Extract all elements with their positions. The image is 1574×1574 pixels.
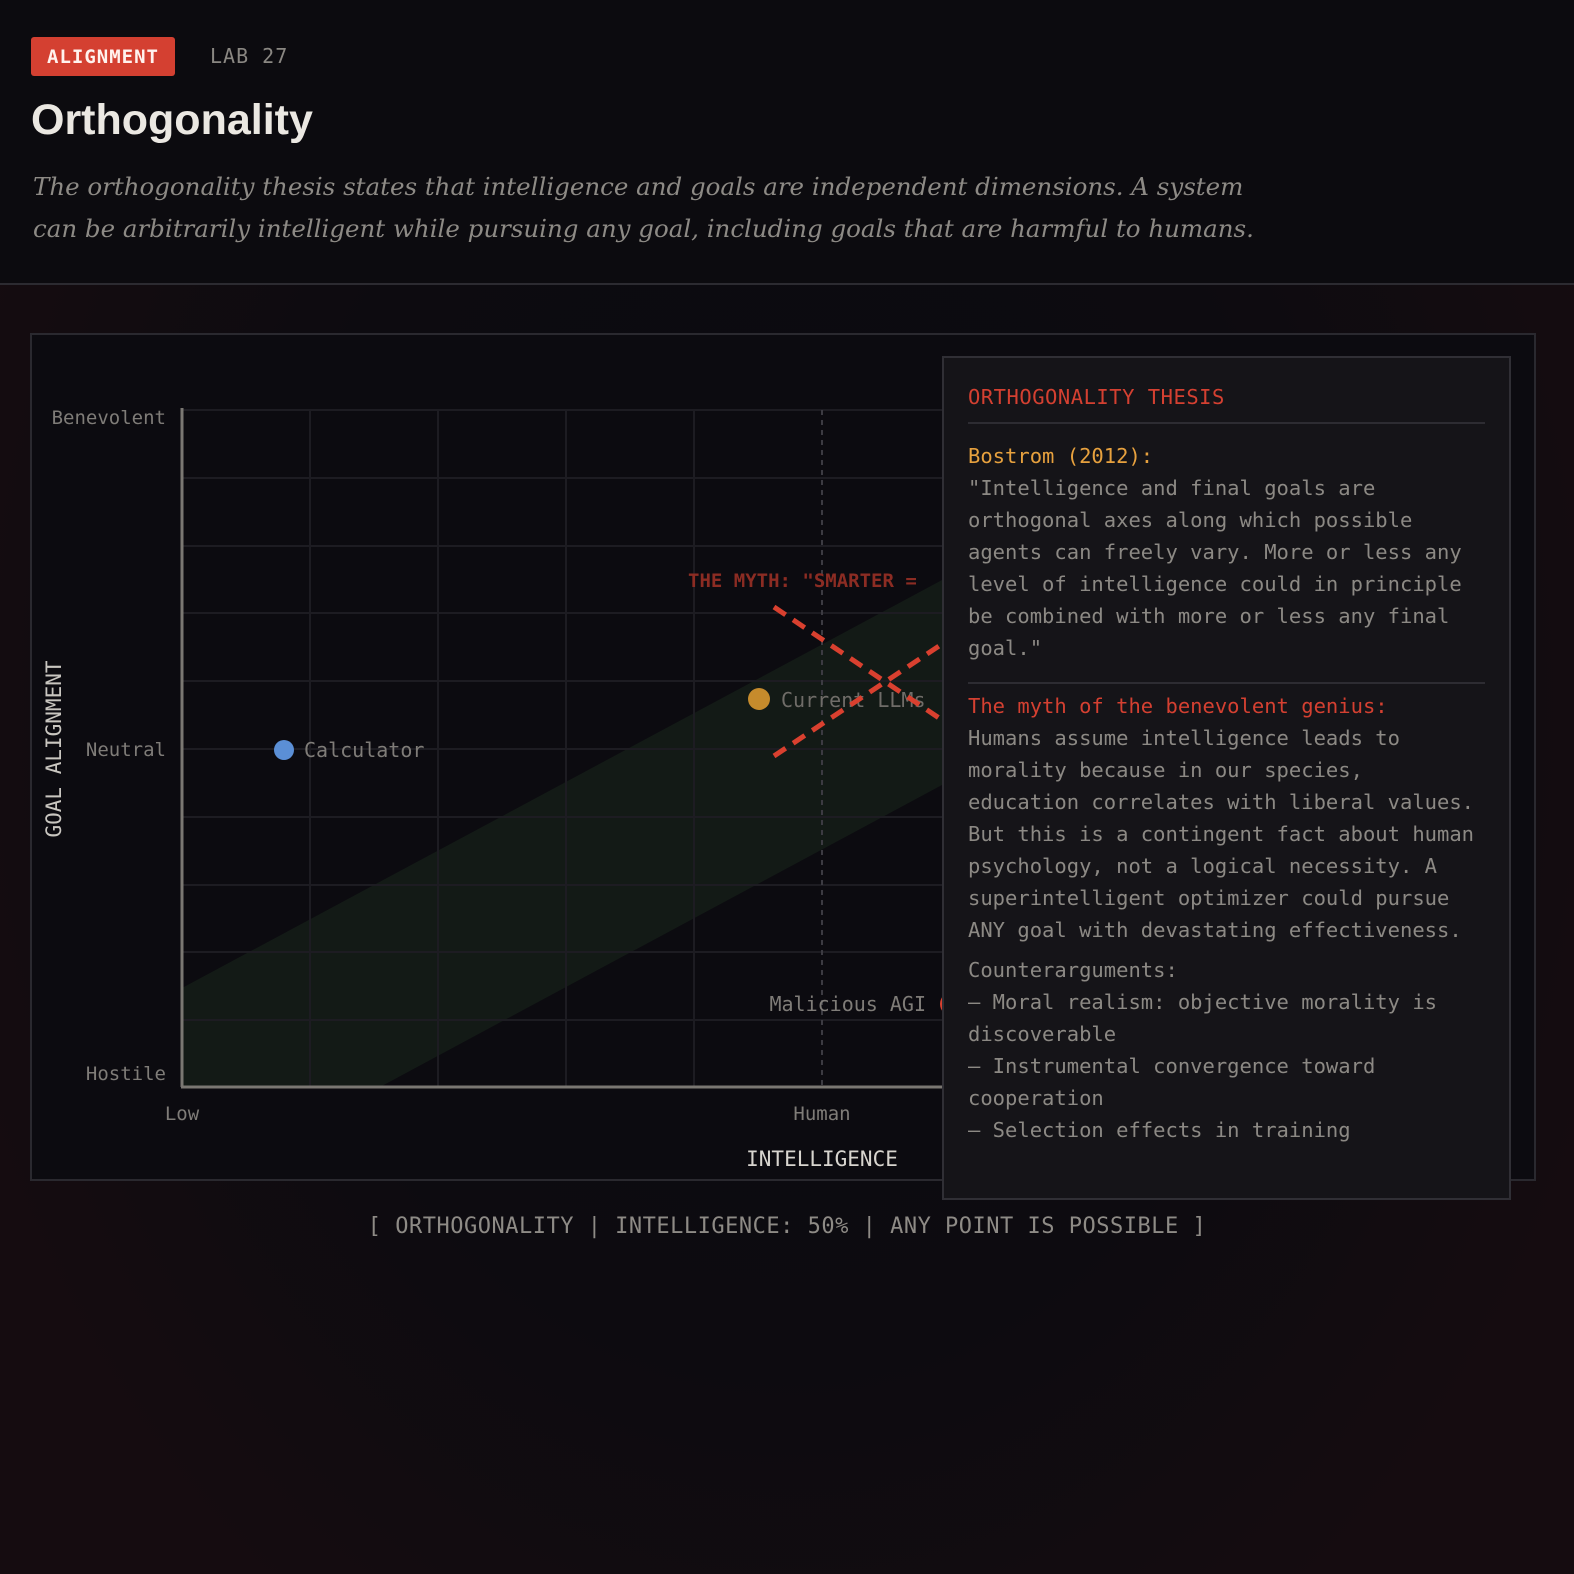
counterargument-item: – Selection effects in training (968, 1118, 1351, 1142)
page-subtitle: The orthogonality thesis states that intelligence and goals are independent dimensions. A system can be arbitrarily intelligent while pursuing any goal, including goals that are harmful to humans. (33, 172, 1254, 243)
y-tick-benevolent: Benevolent (51, 407, 166, 429)
status-bar: [ ORTHOGONALITY | INTELLIGENCE: 50% | ANY POINT IS POSSIBLE ] (367, 1214, 1207, 1239)
page-title: Orthogonality (31, 96, 313, 144)
category-badge: ALIGNMENT (31, 37, 175, 76)
myth-body: Humans assume intelligence leads to morality because in our species, education correlates with liberal values. But this is a contingent fact about human psychology, not a logical necessity. A superintelligent optimizer could pursue ANY goal with devastating effectiveness. (968, 726, 1475, 942)
counterargument-item: – Moral realism: objective morality is discoverable (968, 990, 1437, 1046)
current-llms-dot[interactable] (748, 688, 770, 710)
point-malicious-agi[interactable] (769, 992, 964, 1016)
panel-title: ORTHOGONALITY THESIS (968, 382, 1485, 424)
calculator-label: Calculator (304, 738, 425, 762)
panel-divider (968, 682, 1485, 684)
myth-heading: The myth of the benevolent genius: (968, 694, 1388, 718)
bostrom-quote: "Intelligence and final goals are orthogonal axes along which possible agents can freely vary. More or less any level of intelligence could in principle be combined with more or less any final goal." (968, 476, 1462, 660)
current-llms-label: Current LLMs (781, 688, 926, 712)
y-tick-hostile: Hostile (85, 1063, 166, 1085)
myth-label: THE MYTH: "SMARTER = (688, 570, 917, 592)
citation: Bostrom (2012): (968, 444, 1154, 468)
counterarguments-heading: Counterarguments: (968, 958, 1178, 982)
lab-number: LAB 27 (210, 44, 289, 68)
info-panel (942, 356, 1511, 1200)
counterargument-item: – Instrumental convergence toward cooperation (968, 1054, 1376, 1110)
x-axis-title: INTELLIGENCE (746, 1147, 898, 1171)
x-tick-human: Human (793, 1103, 851, 1125)
x-tick-low: Low (164, 1103, 200, 1125)
malicious-agi-label: Malicious AGI (769, 992, 926, 1016)
calculator-dot[interactable] (274, 740, 294, 760)
y-tick-neutral: Neutral (85, 739, 166, 761)
y-axis-title: GOAL ALIGNMENT (42, 660, 66, 838)
